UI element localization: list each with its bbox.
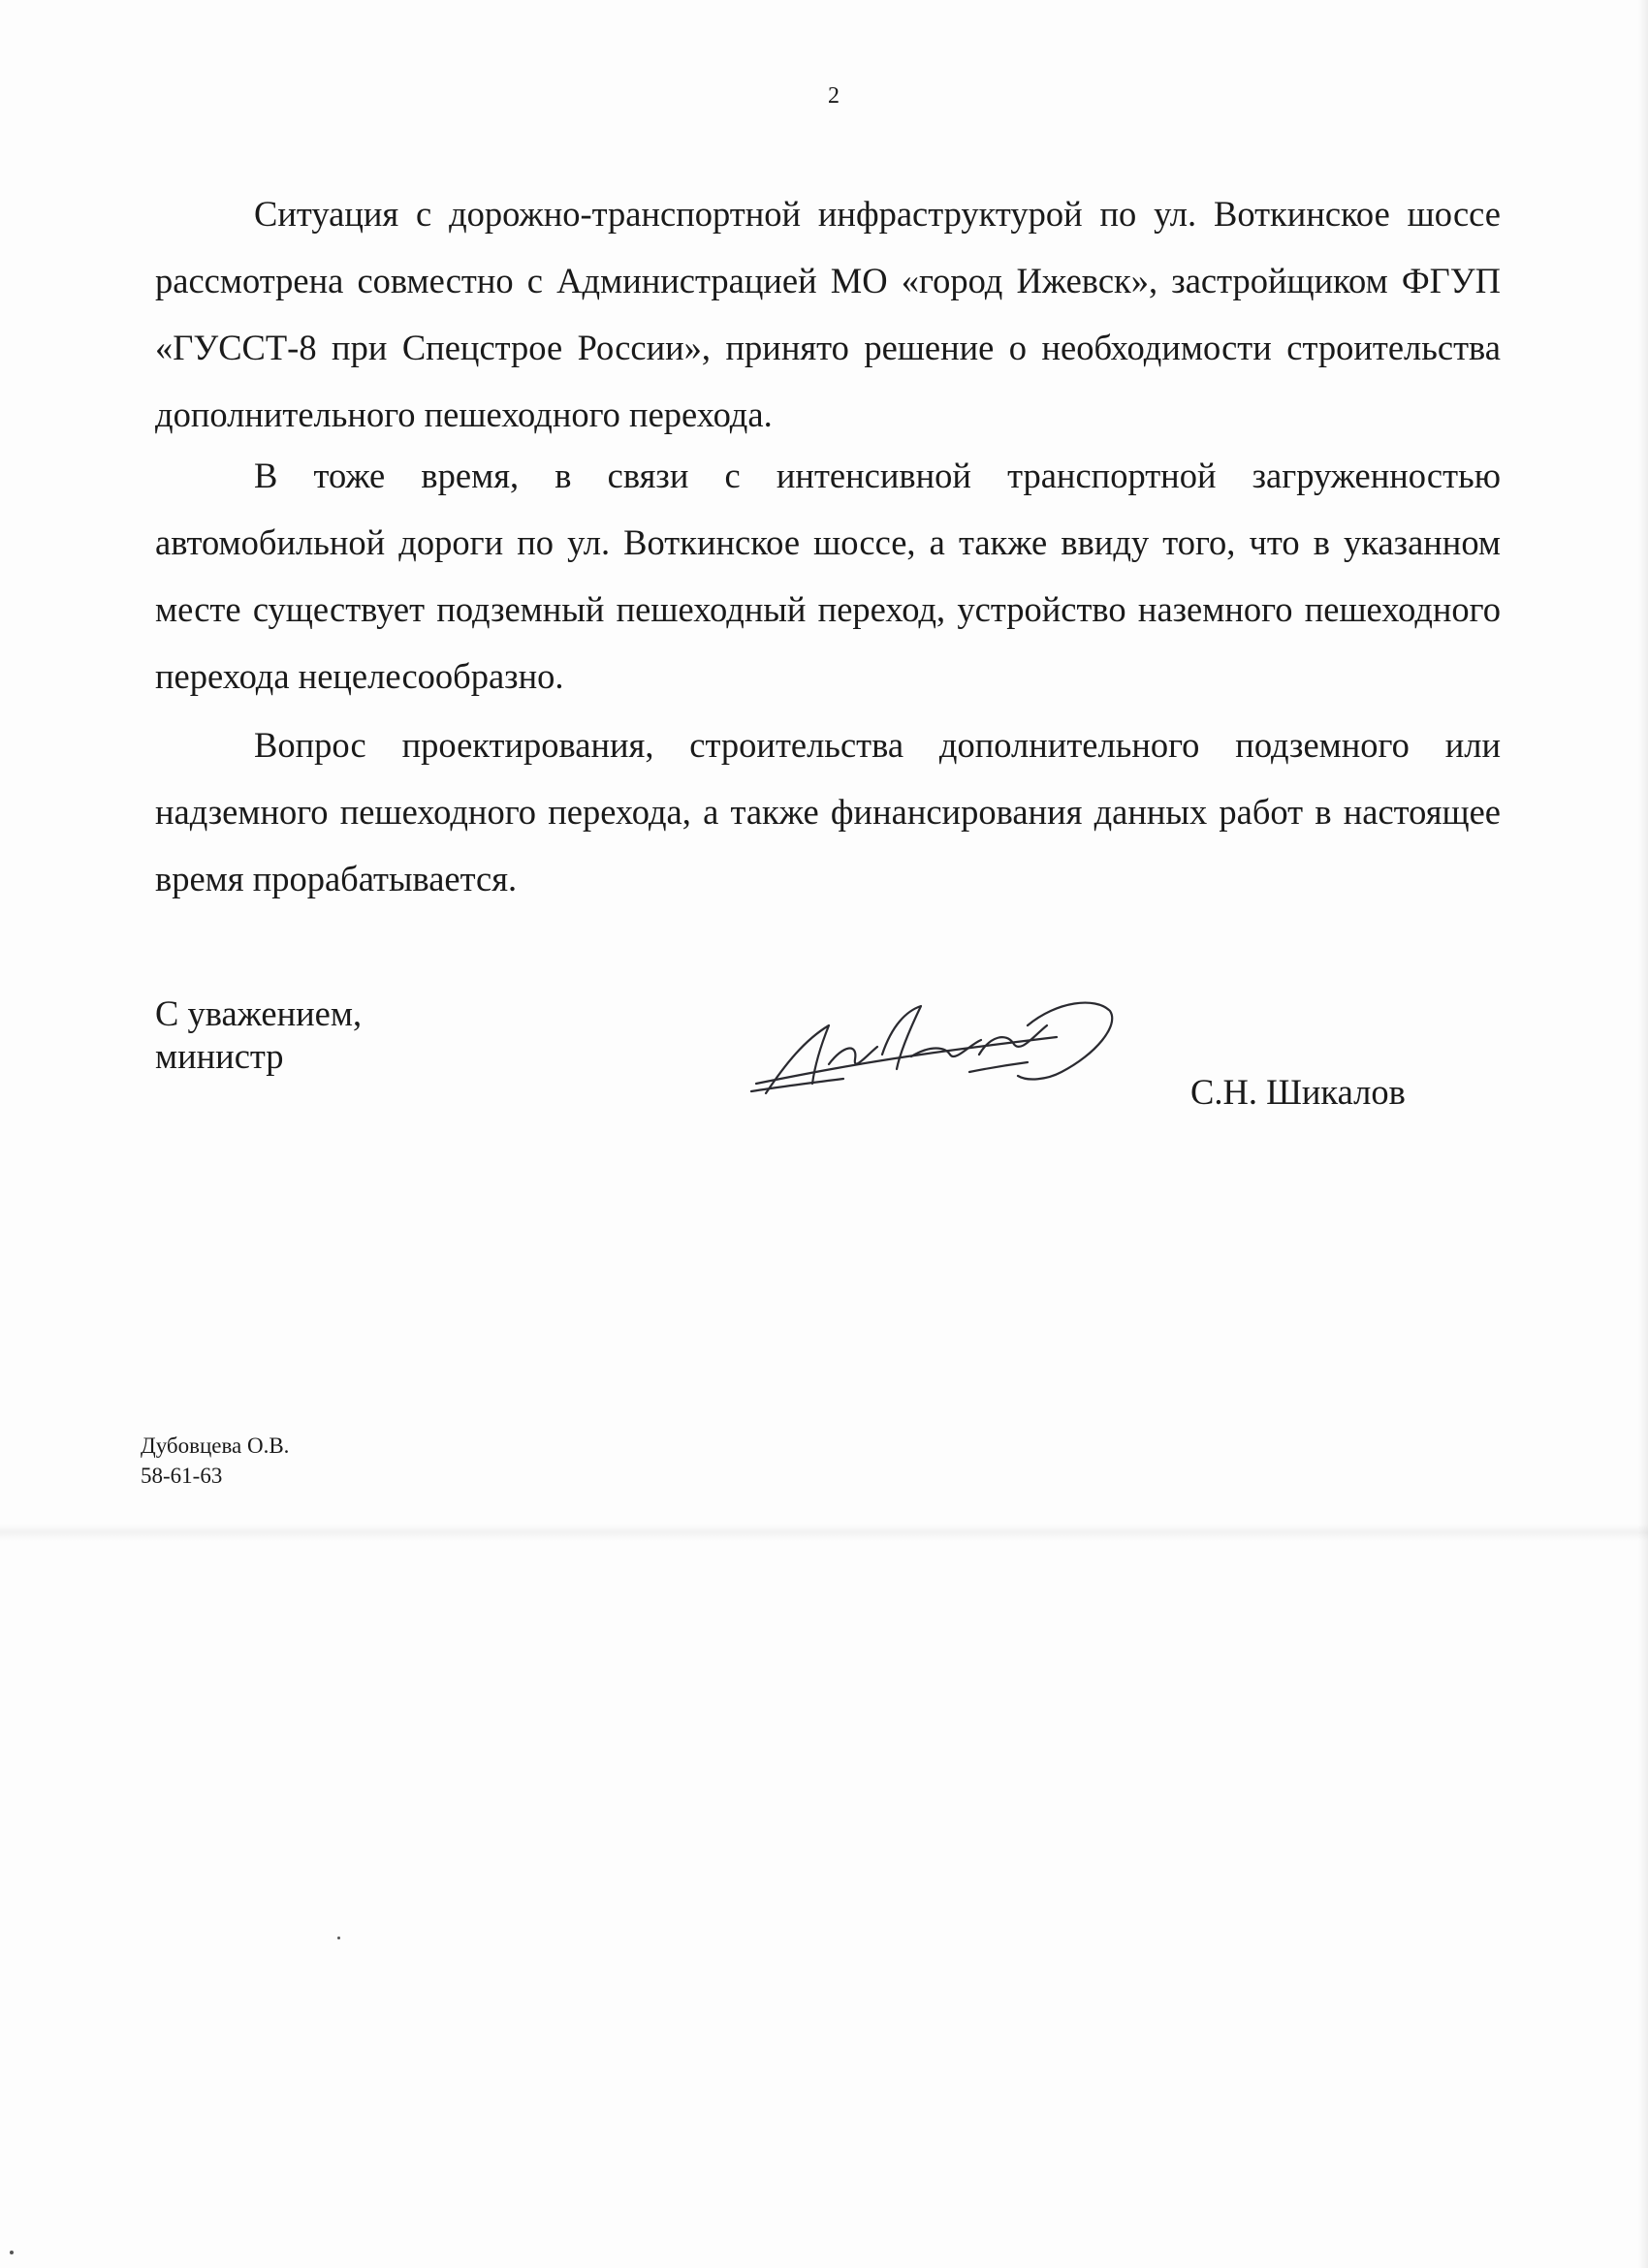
paragraph-1 — [155, 180, 1501, 448]
executor-name: Дубовцева О.В. — [141, 1433, 290, 1458]
scan-fold-shadow — [0, 1524, 1648, 1541]
handwritten-signature — [737, 987, 1125, 1122]
closing-block — [155, 992, 362, 1078]
paragraph-3 — [155, 711, 1501, 912]
closing-position: министр — [155, 1036, 284, 1076]
scan-edge-shadow — [1638, 0, 1648, 2268]
signer-name: С.Н. Шикалов — [1190, 1072, 1406, 1112]
scan-speck — [337, 1937, 340, 1939]
page-number: 2 — [828, 83, 840, 109]
closing-salutation: С уважением, — [155, 993, 363, 1033]
executor-block — [141, 1431, 289, 1491]
paragraph-3-text: Вопрос проектирования, строительства дополнительного подземного или надземного пешеходного перехода, а также финансирования данных работ в настоящее время прорабатывается. — [155, 725, 1501, 898]
executor-phone: 58-61-63 — [141, 1464, 223, 1488]
scan-speck — [10, 2251, 14, 2254]
paragraph-2-text: В тоже время, в связи с интенсивной транспортной загруженностью автомобильной дороги по ул. Воткинское шоссе, а также ввиду того, что в указанном месте существует подземный пешеходный переход, устройство наземного пешеходного перехода нецелесообразно. — [155, 456, 1501, 696]
paragraph-1-text: Ситуация с дорожно-транспортной инфраструктурой по ул. Воткинское шоссе рассмотрена совместно с Администрацией МО «город Ижевск», застройщиком ФГУП «ГУССТ-8 при Спецстрое России», принято решение о необходимости строительства дополнительного пешеходного перехода. — [155, 194, 1501, 434]
paragraph-2 — [155, 442, 1501, 709]
